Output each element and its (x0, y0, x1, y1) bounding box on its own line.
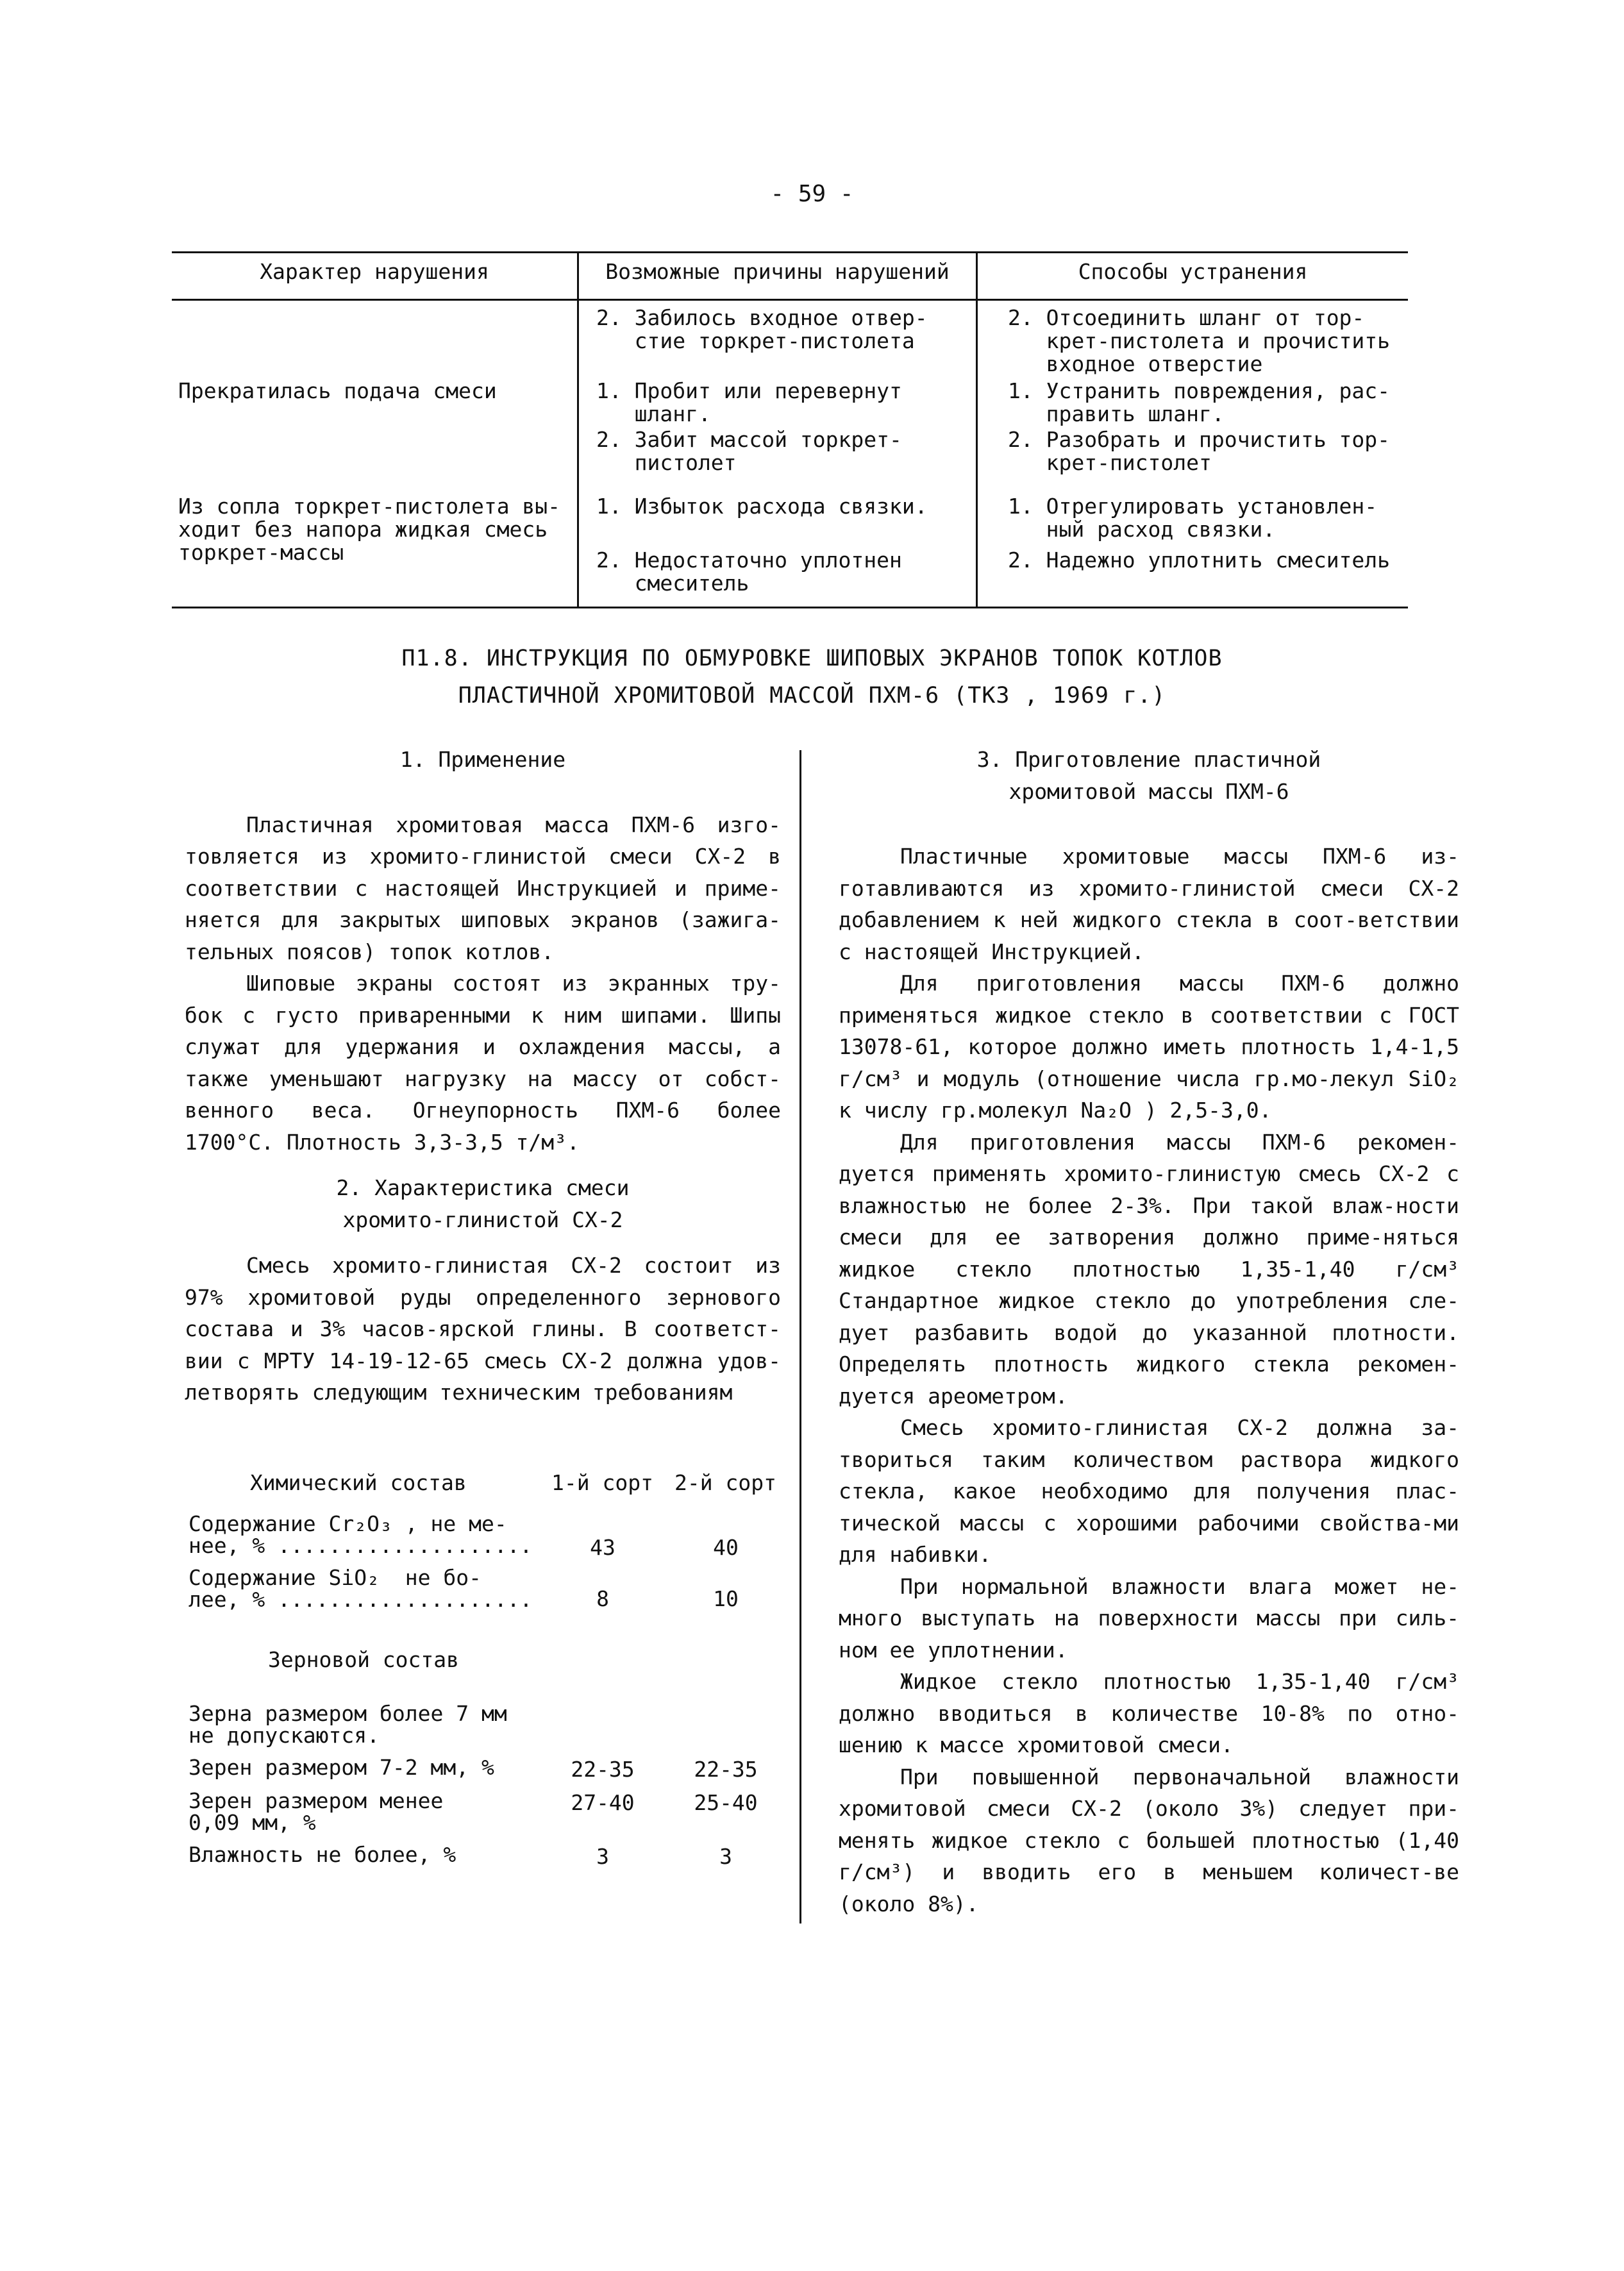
table-header-cause: Возможные причины нарушений (605, 259, 950, 284)
table-cell-fix: 2. Разобрать и прочистить тор- крет-пистолет (1008, 427, 1391, 475)
table-cell-cause: 2. Забит массой торкрет- пистолет (596, 427, 902, 475)
grade2-header: 2-й сорт (674, 1470, 776, 1495)
paragraph: Смесь хромито-глинистая СХ-2 состоит из 97% хромитовой руды определенного зернового состава и 3% часов-ярской глины. В соответст-вии с МРТУ 14-19-12-65 смесь СХ-2 должна удов-летворять следующим техническим требованиям (185, 1253, 781, 1405)
table-header-problem: Характер нарушения (260, 259, 489, 284)
subsection-title: 1. Применение (399, 747, 566, 772)
table-cell-fix: 2. Надежно уплотнить смеситель (1008, 548, 1391, 573)
grain-over-7mm: Зерна размером более 7 мм не допускаются. (188, 1701, 507, 1748)
table-cell-problem: Прекратилась подача смеси (178, 378, 497, 403)
table-cell-cause: 2. Забилось входное отвер- стие торкрет-пистолета (596, 305, 928, 353)
paragraph: Для приготовления массы ПХМ-6 должно применяться жидкое стекло в соответствии с ГОСТ 13078-61, которое должно иметь плотность 1,4-1,5 г/см³ и модуль (отношение числа гр.мо-лекул SiO₂ к числу гр.молекул Na₂O ) 2,5-3,0. (839, 971, 1459, 1123)
column-divider (799, 750, 801, 1923)
table-cell-cause: 1. Избыток расхода связки. (596, 494, 928, 519)
table-cell-fix: 1. Отрегулировать установлен- ный расход связки. (1008, 494, 1378, 542)
subsection-title: 2. Характеристика смеси (336, 1175, 630, 1200)
grain-7-2mm-grade2: 22-35 (694, 1757, 758, 1782)
subsection-title: 3. Приготовление пластичной (976, 747, 1321, 772)
table-cell-fix: 2. Отсоединить шланг от тор- крет-пистолета и прочистить входное отверстие (1008, 305, 1391, 376)
grain-under-009-grade1: 27-40 (571, 1790, 635, 1815)
table-bottom-rule (172, 607, 1408, 608)
left-column (185, 744, 781, 1409)
table-cell-cause: 1. Пробит или перевернут шланг. (596, 378, 902, 426)
subsection-title: хромито-глинистой СХ-2 (342, 1207, 623, 1232)
section-title-line1: П1.8. ИНСТРУКЦИЯ ПО ОБМУРОВКЕ ШИПОВЫХ ЭКРАНОВ ТОПОК КОТЛОВ (401, 646, 1223, 671)
cr-grade1: 43 (590, 1535, 615, 1560)
paragraph: Жидкое стекло плотностью 1,35-1,40 г/см³ должно вводиться в количестве 10-8% по отно-шению к массе хромитовой смеси. (839, 1669, 1459, 1757)
table-cell-cause: 2. Недостаточно уплотнен смеситель (596, 548, 902, 596)
right-column (839, 744, 1459, 1920)
paragraph: Пластичные хромитовые массы ПХМ-6 из-готавливаются из хромито-глинистой смеси СХ-2 добавлением к ней жидкого стекла в соот-ветствии с настоящей Инструкцией. (839, 844, 1459, 964)
subsection-title: хромитовой массы ПХМ-6 (1009, 778, 1289, 804)
si-grade2: 10 (713, 1586, 739, 1611)
grain-under-009-grade2: 25-40 (694, 1790, 758, 1815)
moisture-grade2: 3 (719, 1844, 732, 1869)
grade1-header: 1-й сорт (551, 1470, 653, 1495)
table-header-rule (172, 299, 1408, 301)
cr-label: Содержание Cr₂O₃ , не ме- нее, % .................... (188, 1511, 533, 1558)
si-label: Содержание SiO₂ не бо- лее, % .................... (188, 1565, 533, 1612)
paragraph: При повышенной первоначальной влажности хромитовой смеси СХ-2 (около 3%) следует при-менять жидкое стекло с большей плотностью (1,40 г/см³) и вводить его в меньшем количест-ве (около 8%). (839, 1764, 1459, 1916)
paragraph: Смесь хромито-глинистая СХ-2 должна за-твориться таким количеством раствора жидкого стекла, какое необходимо для получения плас-тической массы с хорошими рабочими свойства-ми для набивки. (839, 1415, 1459, 1567)
grain-header: Зерновой состав (268, 1647, 460, 1672)
table-column-rule (976, 251, 978, 608)
paragraph: Пластичная хромитовая масса ПХМ-6 изго-товляется из хромито-глинистой смеси СХ-2 в соответствии с настоящей Инструкцией и приме-няется для закрытых шиповых экранов (зажига-тельных поясов) топок котлов. (185, 812, 781, 964)
moisture-label: Влажность не более, % (188, 1842, 456, 1867)
table-header-fix: Способы устранения (1078, 259, 1308, 284)
paragraph: Шиповые экраны состоят из экранных тру-бок с густо приваренными к ним шипами. Шипы служат для удержания и охлаждения массы, а также уменьшают нагрузку на массу от собст-венного веса. Огнеупорность ПХМ-6 более 1700°С. Плотность 3,3-3,5 т/м³. (185, 971, 781, 1155)
grain-under-009-label: Зерен размером менее 0,09 мм, % (188, 1788, 444, 1835)
page-number: - 59 - (770, 181, 854, 207)
grain-7-2mm-grade1: 22-35 (571, 1757, 635, 1782)
moisture-grade1: 3 (596, 1844, 609, 1869)
si-grade1: 8 (596, 1586, 609, 1611)
table-cell-problem: Из сопла торкрет-пистолета вы- ходит без напора жидкая смесь торкрет-массы (178, 494, 561, 565)
paragraph: Для приготовления массы ПХМ-6 рекомен-дуется применять хромито-глинистую смесь СХ-2 с влажностью не более 2-3%. При такой влаж-ности смеси для ее затворения должно приме-няться жидкое стекло плотностью 1,35-1,40 г/см³ Стандартное жидкое стекло до употребления сле-дует разбавить водой до указанной плотности. Определять плотность жидкого стекла рекомен-дуется ареометром. (839, 1129, 1459, 1409)
table-top-rule (172, 251, 1408, 253)
cr-grade2: 40 (713, 1535, 739, 1560)
section-title-line2: ПЛАСТИЧНОЙ ХРОМИТОВОЙ МАССОЙ ПХМ-6 (ТКЗ , 1969 г.) (458, 683, 1166, 708)
chem-header: Химический состав (250, 1470, 467, 1495)
paragraph: При нормальной влажности влага может не-много выступать на поверхности массы при силь-ном ее уплотнении. (839, 1573, 1459, 1663)
grain-7-2mm-label: Зерен размером 7-2 мм, % (188, 1755, 494, 1780)
table-column-rule (577, 251, 579, 608)
table-cell-fix: 1. Устранить повреждения, рас- править шланг. (1008, 378, 1391, 426)
